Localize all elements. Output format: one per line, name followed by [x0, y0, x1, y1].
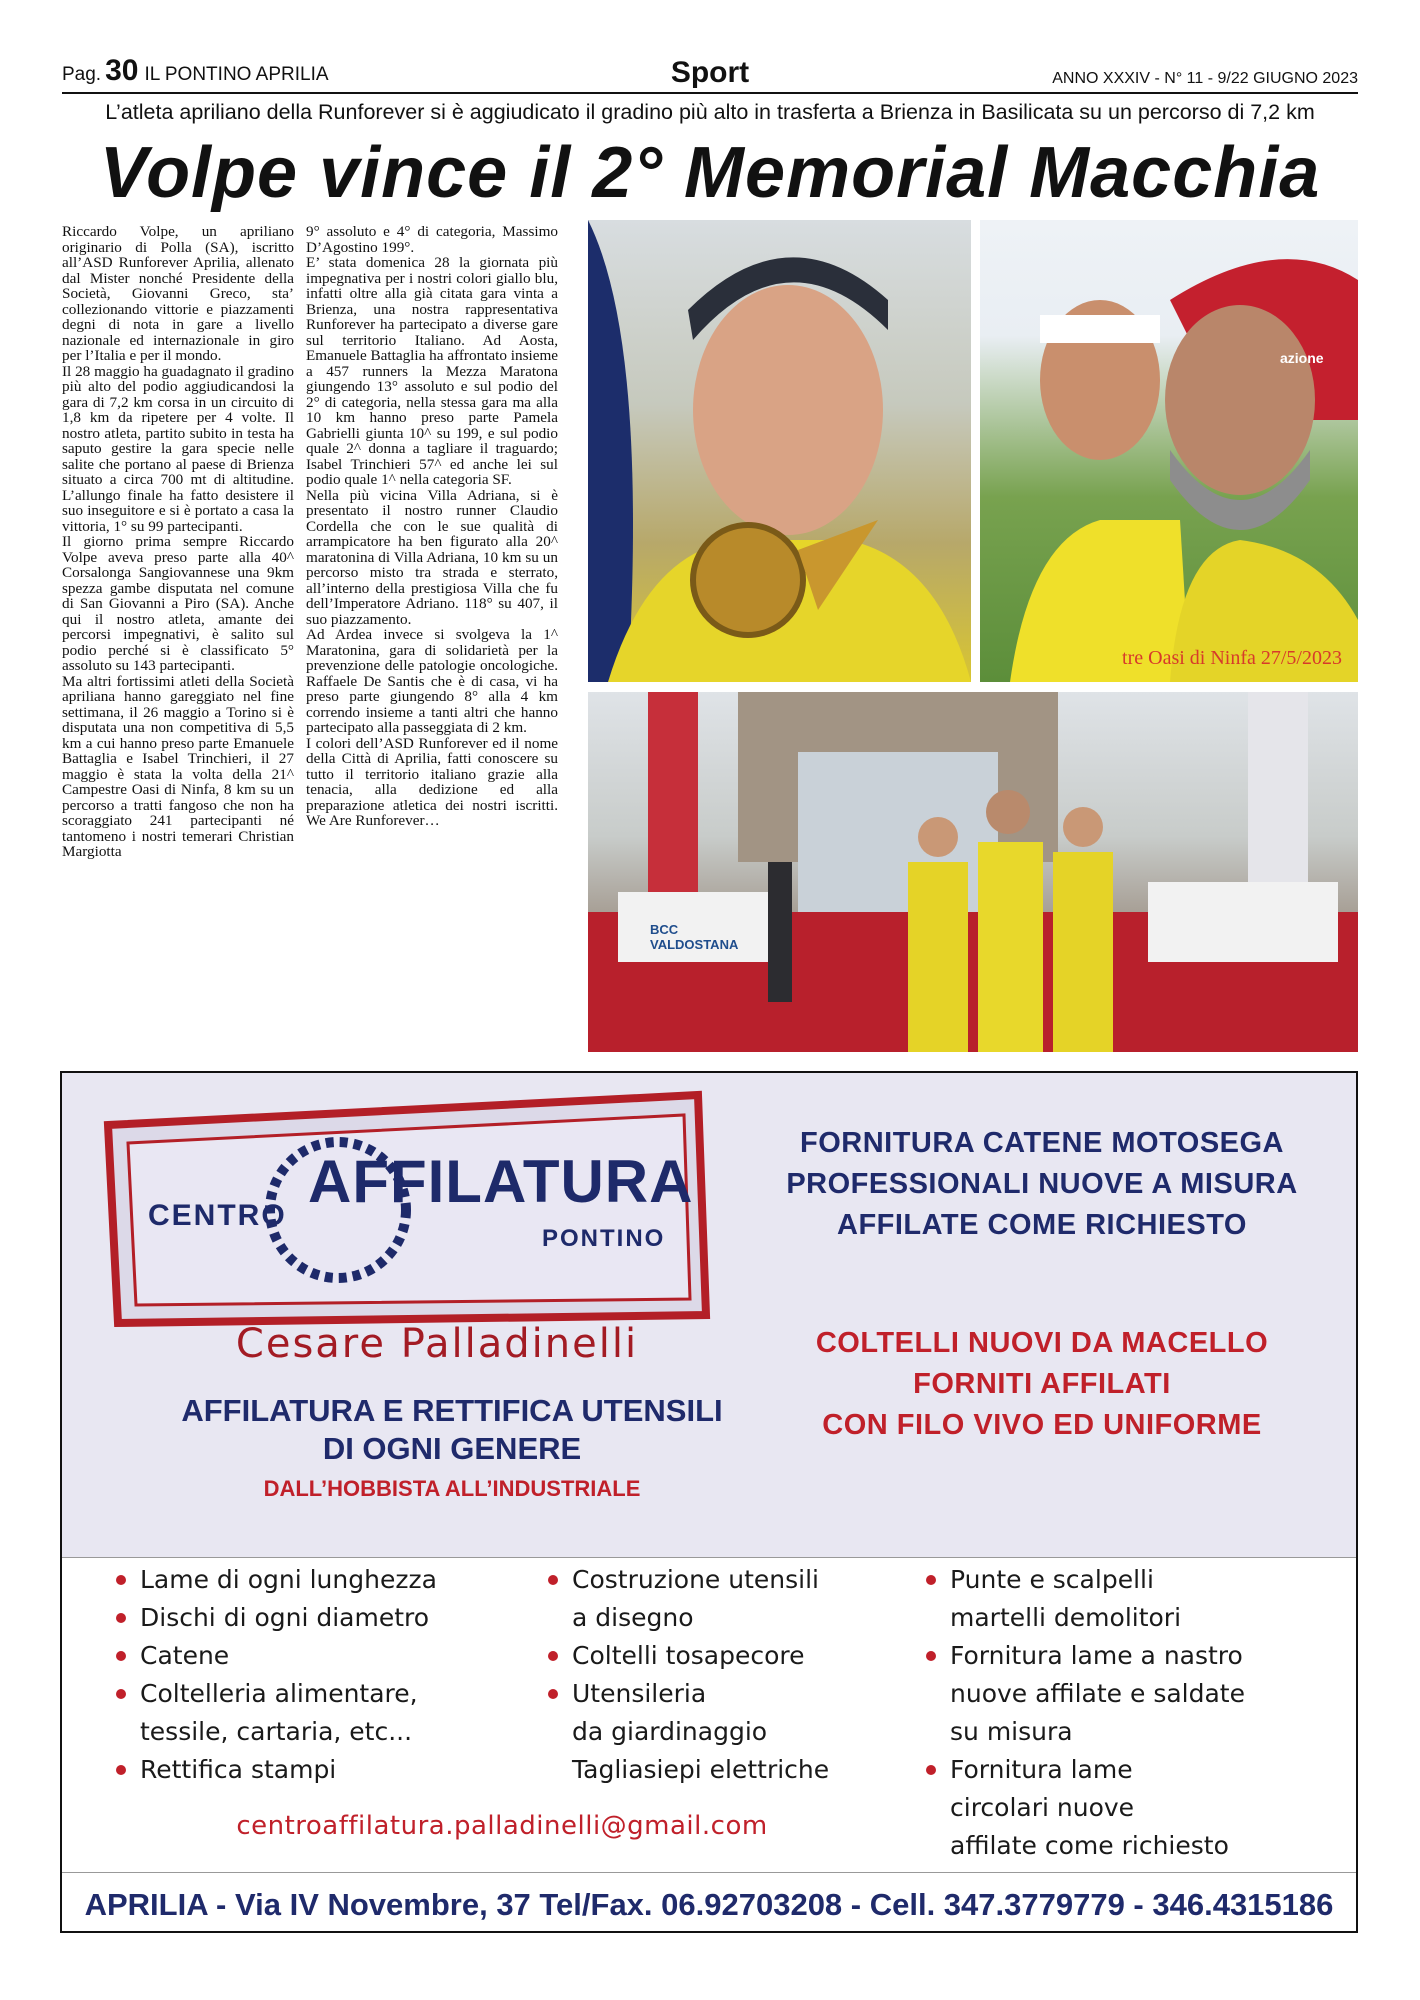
fornitura-line: FORNITURA CATENE MOTOSEGA — [799, 1127, 1285, 1159]
paragraph: Ad Ardea invece si svolgeva la 1^ Maratonina, gara di solidarietà per la prevenzione delle patologie oncologiche. Raffaele De Santis che è di casa, vi ha preso parte giungendo 8° alla 4 km correndo insieme a tanti altri che hanno partecipato alla passeggiata di 2 km. — [306, 626, 558, 736]
list-item: Lame di ogni lunghezza — [112, 1561, 512, 1599]
service-line-3: DALL’HOBBISTA ALL’INDUSTRIALE — [263, 1476, 641, 1501]
paragraph: E’ stata domenica 28 la giornata più impegnativa per i nostri colori giallo blu, infatti oltre alla già citata gara vinta a Brienza, una nostra rappresentativa Runforever ha partecipato a diverse gare sul territorio Italiano. Ad Aosta, Emanuele Battaglia ha affrontato insieme a 457 runners la Mezza Maratona giungendo 13° assoluto e sul podio del 2° di categoria, nella stessa gara ma alla 10 km hanno preso parte Pamela Gabrielli giunta 10^ su 199, e sul podio quale 2^ donna a tagliare il traguardo; Isabel Trinchieri 57^ ed anche lei sul podio quale 1^ nella categoria SF. — [306, 254, 558, 488]
list-item-continued: circolari nuove — [950, 1793, 1135, 1822]
list-item-continued: Tagliasiepi elettriche — [572, 1755, 830, 1784]
advertisement — [60, 1071, 1358, 1933]
section-title: Sport — [670, 56, 750, 89]
owner-name: Cesare Palladinelli — [235, 1321, 639, 1367]
service-line-1: AFFILATURA E RETTIFICA UTENSILI — [181, 1393, 723, 1428]
paragraph: Ma altri fortissimi atleti della Società apriliana hanno gareggiato nel fine settimana, il 26 maggio a Torino si è disputata una non competitiva di 5,5 km a cui hanno preso parte Emanuele Battaglia e Isabel Trinchieri, il 27 maggio è stata la volta della 21^ Campestre Oasi di Ninfa, 8 km su un percorso a tratti fangoso che non ha scoraggiato 241 partecipanti né tantomeno i nostri temerari Christian Margiotta — [62, 672, 294, 860]
list-item-continued: da giardinaggio — [572, 1717, 768, 1746]
arch-text: azione — [1280, 350, 1324, 366]
page-number: 30 — [105, 54, 139, 87]
logo-word-affilatura: AFFILATURA — [308, 1148, 694, 1215]
paragraph: 9° assoluto e 4° di categoria, Massimo D’Agostino 199°. — [306, 224, 558, 256]
photo-two-runners-drawing — [980, 220, 1358, 682]
article-headline: Volpe vince il 2° Memorial Macchia — [99, 133, 1321, 213]
service-line-2: DI OGNI GENERE — [322, 1431, 582, 1466]
photo-caption: tre Oasi di Ninfa 27/5/2023 — [1122, 647, 1342, 669]
fornitura-line: PROFESSIONALI NUOVE A MISURA — [786, 1168, 1298, 1200]
ad-top-section — [62, 1073, 1356, 1557]
fornitura-line: AFFILATE COME RICHIESTO — [837, 1209, 1247, 1241]
list-item: Fornitura lame — [922, 1751, 1342, 1789]
list-item: Utensileria — [544, 1675, 904, 1713]
paragraph: Nella più vicina Villa Adriana, si è presentato il nostro runner Claudio Cordella che con le sue qualità di arrampicatore ha ben figurato alla 20^ maratonina di Villa Adriana, 10 km su un percorso misto tra strada e sterrato, all’interno della prestigiosa Villa che fu dell’Imperatore Adriano. 118° su 407, il suo piazzamento. — [306, 486, 558, 628]
services-list-2 — [544, 1561, 904, 1789]
logo-word-pontino: PONTINO — [542, 1225, 666, 1252]
services-list-3 — [922, 1561, 1342, 1865]
list-item: Rettifica stampi — [112, 1751, 512, 1789]
page-label: Pag. — [62, 64, 102, 85]
list-item: Punte e scalpelli — [922, 1561, 1342, 1599]
coltelli-line: FORNITI AFFILATI — [913, 1368, 1171, 1400]
publication-name: IL PONTINO APRILIA — [144, 64, 329, 85]
photo-three-runners-drawing — [588, 692, 1358, 1052]
photo-three-runners — [588, 692, 1358, 1052]
fornitura-block — [762, 1123, 1322, 1246]
paragraph: I colori dell’ASD Runforever ed il nome della Città di Aprilia, fatti conoscere su tutto il territorio italiano grazie alla tenacia, alla dedizione ed alla preparazione atletica dei nostri iscritti. We Are Runforever… — [306, 734, 558, 829]
list-item-continued: su misura — [950, 1717, 1073, 1746]
photo-two-runners-selfie — [980, 220, 1358, 682]
list-item: Catene — [112, 1637, 512, 1675]
list-item-continued: a disegno — [572, 1603, 694, 1632]
paragraph: Il giorno prima sempre Riccardo Volpe aveva preso parte alla 40^ Corsalonga Sangiovannese una 9km spezza gambe disputata nel comune di San Giovanni a Piro (SA). Anche qui il nostro atleta, amante dei percorsi impegnativi, è salito sul podio perché si è classificato 5° assoluto su 143 partecipanti. — [62, 533, 294, 674]
photo-volpe-medal — [588, 220, 971, 682]
photo-volpe-medal-drawing — [588, 220, 971, 682]
list-item-continued: martelli demolitori — [950, 1603, 1182, 1632]
logo-centro-affilatura — [88, 1085, 720, 1333]
contact-address: APRILIA - Via IV Novembre, 37 Tel/Fax. 06.92703208 - Cell. 347.3779779 - 346.4315186 — [84, 1887, 1334, 1922]
list-item-continued: affilate come richiesto — [950, 1831, 1229, 1860]
list-item: Coltelleria alimentare, — [112, 1675, 512, 1713]
banner-text: BCC VALDOSTANA — [650, 922, 739, 952]
logo-word-centro: CENTRO — [148, 1199, 287, 1232]
services-list-1 — [112, 1561, 512, 1789]
issue-info: ANNO XXXIV - N° 11 - 9/22 GIUGNO 2023 — [1052, 70, 1358, 87]
list-item: Costruzione utensili — [544, 1561, 904, 1599]
coltelli-line: CON FILO VIVO ED UNIFORME — [822, 1409, 1262, 1441]
list-item: Fornitura lame a nastro — [922, 1637, 1342, 1675]
coltelli-line: COLTELLI NUOVI DA MACELLO — [815, 1327, 1269, 1359]
paragraph: Riccardo Volpe, un apriliano originario di Polla (SA), iscritto all’ASD Runforever Aprilia, allenato dal Mister nonché Presidente della Società, Giovanni Greco, sta’ collezionando vittorie e piazzamenti degni di nota in gare a livello nazionale ed internazionale in giro per l’Italia e per il mondo. — [62, 224, 294, 364]
contact-email: centroaffilatura.palladinelli@gmail.com — [236, 1811, 768, 1841]
page-header — [62, 54, 1358, 94]
list-item-continued: tessile, cartaria, etc... — [140, 1717, 413, 1746]
article-column-2 — [306, 224, 558, 1044]
ad-address-bar — [62, 1872, 1356, 1931]
coltelli-block — [762, 1323, 1322, 1446]
article-subhead: L’atleta apriliano della Runforever si è aggiudicato il gradino più alto in trasferta a Brienza in Basilicata su un percorso di 7,2 km — [105, 100, 1315, 124]
list-item-continued: nuove affilate e saldate — [950, 1679, 1245, 1708]
list-item: Coltelli tosapecore — [544, 1637, 904, 1675]
list-item: Dischi di ogni diametro — [112, 1599, 512, 1637]
paragraph: Il 28 maggio ha guadagnato il gradino più alto del podio aggiudicandosi la gara di 7,2 km corsa in un circuito di 1,8 km da ripetere per 4 volte. Il nostro atleta, partito subito in testa ha saputo gestire la gara specie nelle salite che portano al paese di Brienza situato a circa 700 mt di altitudine. L’allungo finale ha fatto desistere il suo inseguitore e si è portato a casa la vittoria, 1° su 99 partecipanti. — [62, 362, 294, 535]
article-column-1 — [62, 224, 294, 1044]
